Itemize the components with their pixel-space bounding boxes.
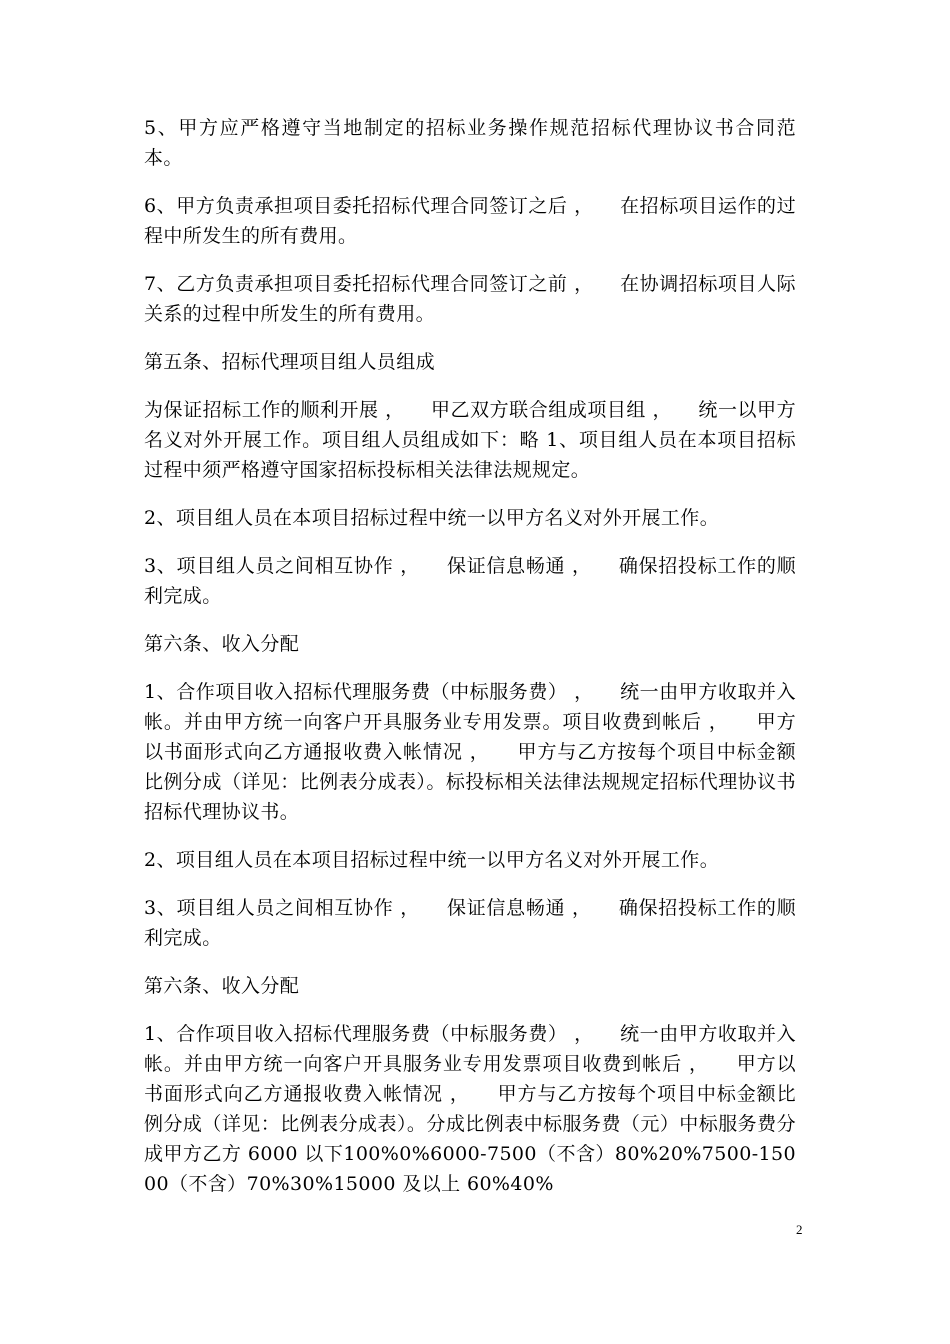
page-number: 2	[796, 1222, 803, 1237]
paragraph-team-item-2-repeat: 2、项目组人员在本项目招标过程中统一以甲方名义对外开展工作。	[144, 849, 720, 871]
paragraph-income-item-1-with-table: 1、合作项目收入招标代理服务费（中标服务费） ， 统一由甲方收取并入帐。并由甲方统一向客户开具服务业专用发票项目收费到帐后 ， 甲方以书面形式向乙方通报收费入帐情况 ， 甲方与乙方按每个项目中标金额比例分成（详见：比例表分成表）。分成比例表中标服务费（元）中标服务费分成甲方乙方 6000 以下100%0%6000-7500（不含）80%20%7500-15000（不含）70%30%15000 及以上 60%40%	[144, 1023, 796, 1195]
section-heading-article-6-repeat: 第六条、收入分配	[144, 975, 300, 997]
section-heading-article-5: 第五条、招标代理项目组人员组成	[144, 351, 436, 373]
paragraph-clause-6: 6、甲方负责承担项目委托招标代理合同签订之后 ， 在招标项目运作的过程中所发生的所有费用。	[144, 195, 796, 247]
paragraph-clause-7: 7、乙方负责承担项目委托招标代理合同签订之前 ， 在协调招标项目人际关系的过程中所发生的所有费用。	[144, 273, 796, 325]
section-heading-article-6: 第六条、收入分配	[144, 633, 300, 655]
paragraph-clause-5: 5、甲方应严格遵守当地制定的招标业务操作规范招标代理协议书合同范本。	[144, 117, 796, 169]
paragraph-team-item-3-repeat: 3、项目组人员之间相互协作 ， 保证信息畅通 ， 确保招投标工作的顺利完成。	[144, 897, 796, 949]
paragraph-project-team-intro: 为保证招标工作的顺利开展 ， 甲乙双方联合组成项目组 ， 统一以甲方名义对外开展工作。项目组人员组成如下：略 1、项目组人员在本项目招标过程中须严格遵守国家招标投标相关法律法规规定。	[144, 399, 796, 481]
paragraph-team-item-3: 3、项目组人员之间相互协作 ， 保证信息畅通 ， 确保招投标工作的顺利完成。	[144, 555, 796, 607]
paragraph-team-item-2: 2、项目组人员在本项目招标过程中统一以甲方名义对外开展工作。	[144, 507, 720, 529]
document-body	[144, 113, 796, 1217]
paragraph-income-item-1: 1、合作项目收入招标代理服务费（中标服务费） ， 统一由甲方收取并入帐。并由甲方统一向客户开具服务业专用发票。项目收费到帐后 ， 甲方以书面形式向乙方通报收费入帐情况 ， 甲方与乙方按每个项目中标金额比例分成（详见：比例表分成表）。标投标相关法律法规规定招标代理协议书招标代理协议书。	[144, 681, 796, 823]
